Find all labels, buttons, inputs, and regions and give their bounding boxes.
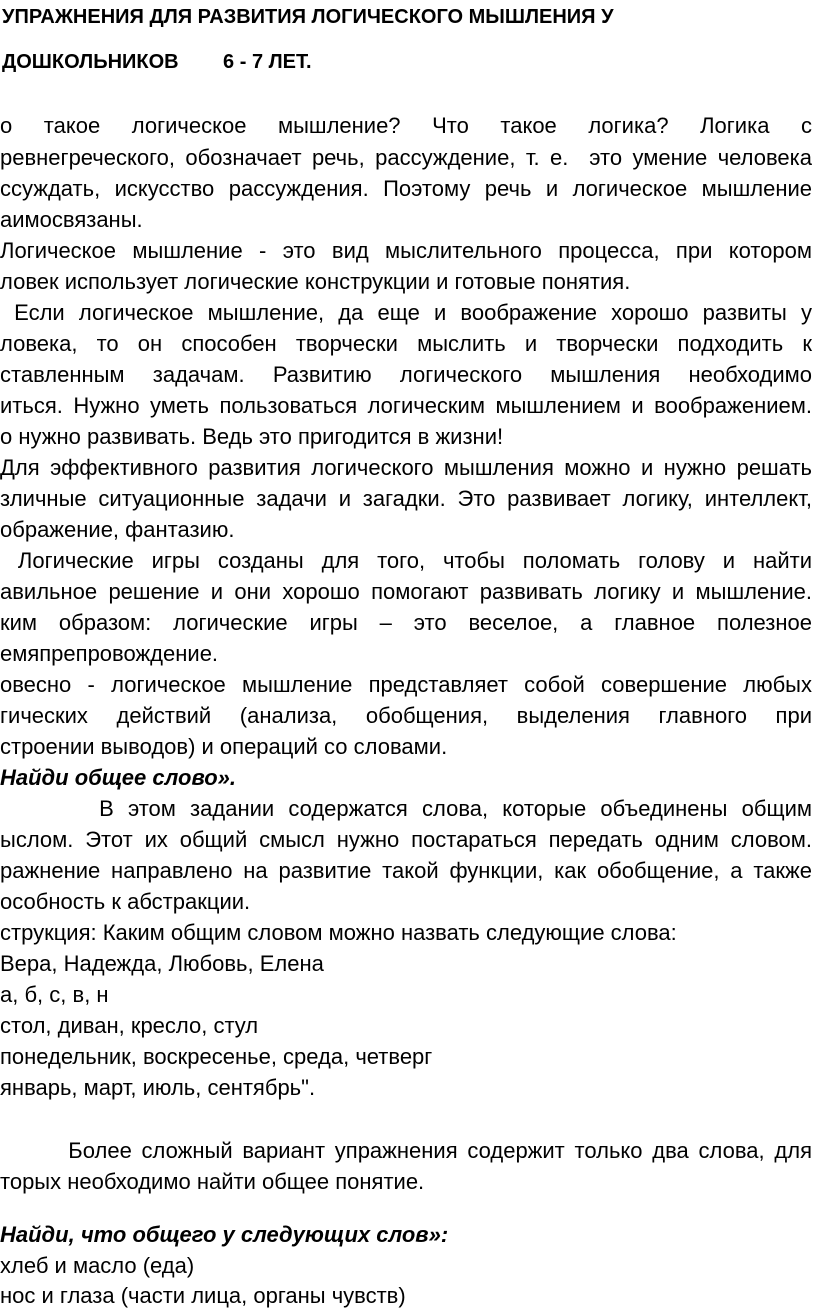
list-item: хлеб и масло (еда) bbox=[0, 1253, 195, 1278]
list-item: Вера, Надежда, Любовь, Елена bbox=[0, 951, 324, 976]
list-item: а, б, с, в, н bbox=[0, 982, 109, 1007]
paragraph-6-line-1: овесно - логическое мышление представляет собой совершение любых bbox=[0, 672, 812, 697]
title-line-2: ДОШКОЛЬНИКОВ 6 - 7 ЛЕТ. bbox=[2, 51, 312, 73]
list-item: нос и глаза (части лица, органы чувств) bbox=[0, 1283, 406, 1308]
section-heading-2: Найди, что общего у следующих слов»: bbox=[0, 1222, 449, 1247]
list-item: понедельник, воскресенье, среда, четверг bbox=[0, 1044, 433, 1069]
paragraph-2-line-2: ловек использует логические конструкции и готовые понятия. bbox=[0, 269, 631, 294]
paragraph-5-line-4: емяпрепровождение. bbox=[0, 641, 219, 666]
paragraph-7-line-3: ражнение направлено на развитие такой функции, как обобщение, а также bbox=[0, 858, 812, 883]
paragraph-7-line-2: ыслом. Этот их общий смысл нужно постараться передать одним словом. bbox=[0, 827, 812, 852]
paragraph-6-line-2: гических действий (анализа, обобщения, выделения главного при bbox=[0, 703, 812, 728]
paragraph-8-line-1: Более сложный вариант упражнения содержит только два слова, для bbox=[0, 1138, 812, 1163]
paragraph-3-line-2: ловека, то он способен творчески мыслить и творчески подходить к bbox=[0, 331, 812, 356]
paragraph-1-line-4: аимосвязаны. bbox=[0, 207, 143, 232]
paragraph-4-line-3: ображение, фантазию. bbox=[0, 517, 235, 542]
paragraph-1-line-2: ревнегреческого, обозначает речь, рассуждение, т. е. это умение человека bbox=[0, 145, 812, 170]
paragraph-1-line-3: ссуждать, искусство рассуждения. Поэтому речь и логическое мышление bbox=[0, 176, 812, 201]
paragraph-5-line-3: ким образом: логические игры – это веселое, а главное полезное bbox=[0, 610, 812, 635]
paragraph-7-line-4: особность к абстракции. bbox=[0, 889, 251, 914]
paragraph-3-line-5: о нужно развивать. Ведь это пригодится в жизни! bbox=[0, 424, 504, 449]
list-item: январь, март, июль, сентябрь". bbox=[0, 1075, 316, 1100]
paragraph-7-line-1: В этом задании содержатся слова, которые объединены общим bbox=[0, 796, 812, 821]
paragraph-1-line-1: о такое логическое мышление? Что такое логика? Логика с bbox=[0, 113, 812, 138]
paragraph-3-line-3: ставленным задачам. Развитию логического мышления необходимо bbox=[0, 362, 812, 387]
paragraph-2-line-1: Логическое мышление - это вид мыслительного процесса, при котором bbox=[0, 238, 812, 263]
paragraph-6-line-3: строении выводов) и операций со словами. bbox=[0, 734, 448, 759]
paragraph-8-line-2: торых необходимо найти общее понятие. bbox=[0, 1169, 425, 1194]
section-heading-1: Найди общее слово». bbox=[0, 765, 236, 790]
paragraph-5-line-2: авильное решение и они хорошо помогают развивать логику и мышление. bbox=[0, 579, 812, 604]
list-item: стол, диван, кресло, стул bbox=[0, 1013, 259, 1038]
paragraph-5-line-1: Логические игры созданы для того, чтобы поломать голову и найти bbox=[0, 548, 812, 573]
instruction-line: струкция: Каким общим словом можно назвать следующие слова: bbox=[0, 920, 677, 945]
paragraph-4-line-2: зличные ситуационные задачи и загадки. Это развивает логику, интеллект, bbox=[0, 486, 812, 511]
paragraph-4-line-1: Для эффективного развития логического мышления можно и нужно решать bbox=[0, 455, 812, 480]
title-line-1: УПРАЖНЕНИЯ ДЛЯ РАЗВИТИЯ ЛОГИЧЕСКОГО МЫШЛЕНИЯ У bbox=[2, 6, 614, 28]
paragraph-3-line-1: Если логическое мышление, да еще и воображение хорошо развиты у bbox=[0, 300, 812, 325]
paragraph-3-line-4: иться. Нужно уметь пользоваться логическим мышлением и воображением. bbox=[0, 393, 812, 418]
